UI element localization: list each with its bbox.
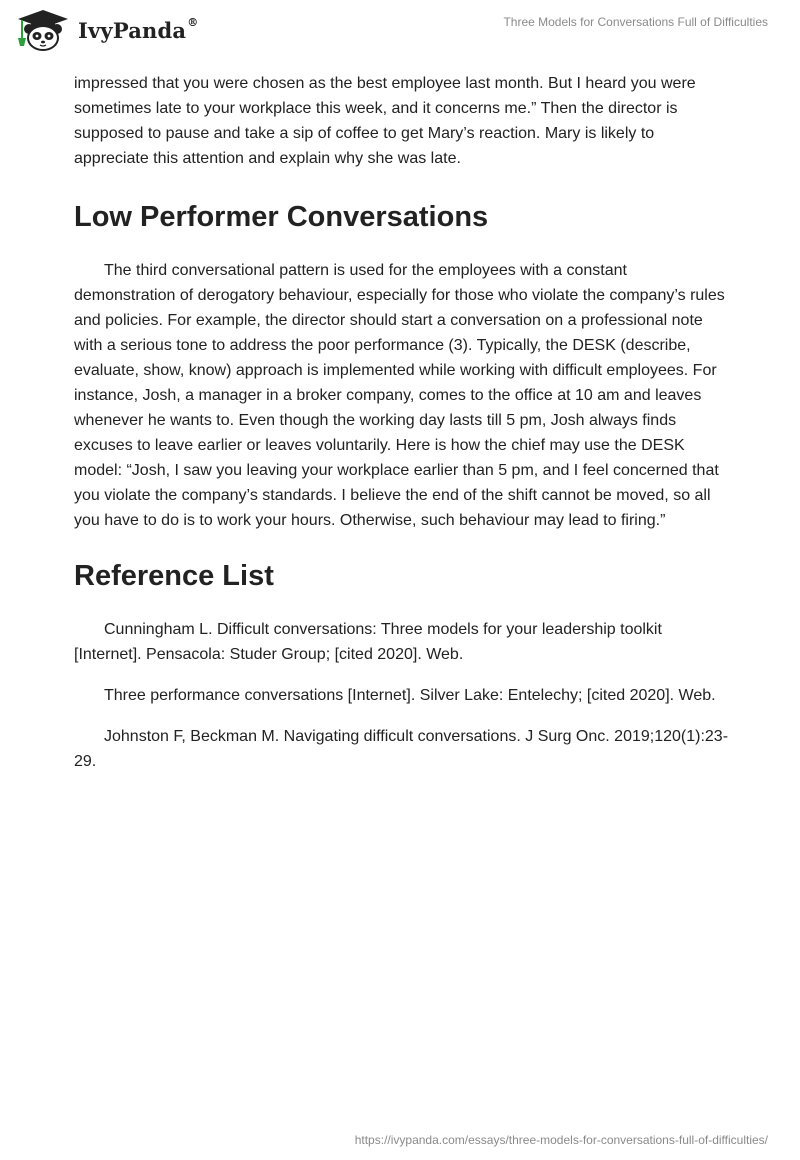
- intro-paragraph: impressed that you were chosen as the best employee last month. But I heard you were sometimes late to your workplace this week, and it concerns me.” Then the director is supposed to pause and take a sip of coffee to get Mary’s reaction. Mary is likely to appreciate this attention and explain why she was late.: [74, 75, 696, 167]
- reference-item: Three performance conversations [Internet]. Silver Lake: Entelechy; [cited 2020]. Web.: [104, 687, 716, 704]
- document-title: Three Models for Conversations Full of Difficulties: [503, 15, 768, 29]
- low-performer-paragraph: The third conversational pattern is used for the employees with a constant demonstration of derogatory behaviour, especially for those who violate the company’s rules and policies. For example, the director should start a conversation on a professional note with a serious tone to address the poor performance (3). Typically, the DESK (describe, evaluate, show, know) approach is implemented while working with difficult employees. For instance, Josh, a manager in a broker company, comes to the office at 10 am and leaves whenever he wants to. Even though the working day lasts till 5 pm, Josh always finds excuses to leave earlier or leaves voluntarily. Here is how the chief may use the DESK model: “Josh, I saw you leaving your workplace earlier than 5 pm, and I feel concerned that you violate the company’s standards. I believe the end of the shift cannot be moved, so all you have to do is to work your hours. Otherwise, such behaviour may lead to firing.”: [74, 262, 725, 529]
- page-url[interactable]: https://ivypanda.com/essays/three-models-for-conversations-full-of-difficulties/: [354, 1133, 768, 1147]
- panda-graduate-logo-icon: [14, 8, 72, 52]
- section-heading-reference-list: Reference List: [74, 560, 274, 592]
- reference-item: Johnston F, Beckman M. Navigating difficult conversations. J Surg Onc. 2019;120(1):23-29.: [74, 728, 729, 770]
- logo-wordmark: IvyPanda®: [78, 15, 199, 43]
- section-heading-low-performer: Low Performer Conversations: [74, 201, 489, 233]
- essay-content: [74, 71, 730, 790]
- reference-item: Cunningham L. Difficult conversations: Three models for your leadership toolkit [Internet]. Pensacola: Studer Group; [cited 2020]. Web.: [74, 621, 662, 663]
- ivypanda-logo[interactable]: [14, 8, 198, 52]
- page-header: [0, 0, 800, 60]
